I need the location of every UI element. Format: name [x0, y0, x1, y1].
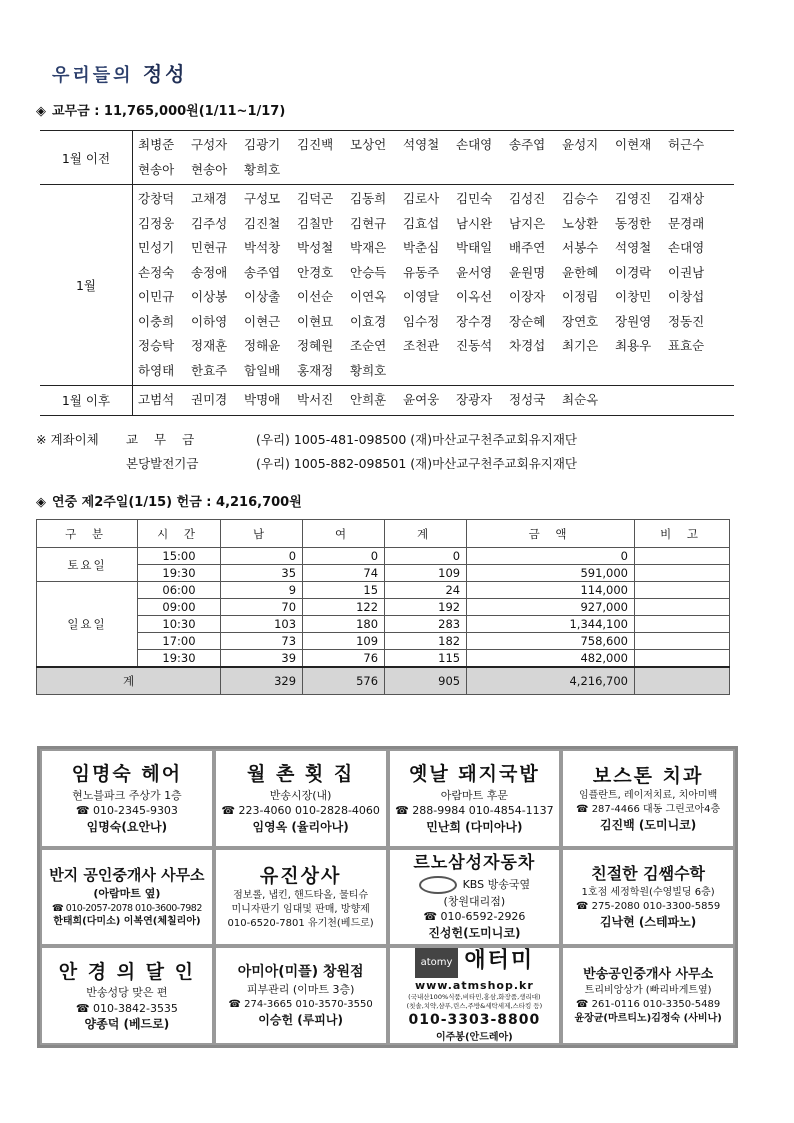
donor-name: 장연호	[562, 313, 599, 329]
cell-time: 09:00	[138, 599, 221, 616]
donor-name: 박태일	[456, 240, 493, 255]
donor-table	[40, 130, 734, 416]
donor-name: 정해윤	[244, 338, 281, 353]
cell-time: 06:00	[138, 582, 221, 599]
ad-address: 1호점 세정학원(수영빌딩 6층)	[581, 886, 715, 898]
ad-address: 현노블파크 주상가 1층	[72, 788, 182, 802]
ad-phone: ☎ 261-0116 010-3350-5489	[576, 998, 721, 1010]
ad-owner: 양종덕 (베드로)	[84, 1016, 170, 1031]
ad-gukbap	[388, 749, 562, 848]
ad-phone: ☎ 288-9984 010-4854-1137	[395, 804, 554, 818]
account-name: 본당발전기금	[126, 456, 199, 471]
ad-products: 점보롤, 냅킨, 핸드타올, 물티슈	[233, 890, 369, 902]
donor-name: 김현규	[350, 215, 387, 231]
donor-name: 박서진	[297, 392, 334, 407]
donor-name: 구성모	[244, 191, 281, 206]
donor-name: 김칠만	[297, 215, 334, 231]
donor-name: 정승탁	[138, 338, 175, 353]
ad-phone: ☎ 223-4060 010-2828-4060	[221, 804, 380, 818]
donor-name: 최순옥	[562, 392, 599, 407]
donor-name: 안희훈	[350, 392, 387, 407]
ad-address: KBS 방송국옆	[462, 878, 531, 892]
row-label: 1월	[40, 185, 133, 386]
donor-name: 윤성지	[562, 137, 599, 152]
ad-business-name: 유진상사	[259, 864, 342, 887]
collection-heading	[36, 491, 302, 510]
title-part-2: 정성	[142, 62, 188, 86]
ad-realty-bansong	[561, 946, 735, 1045]
cell-time: 19:30	[138, 650, 221, 668]
ad-owner: 임명숙(요안나)	[86, 819, 168, 834]
donor-name: 민성기	[138, 240, 175, 255]
cell-male: 70	[221, 599, 303, 616]
collection-row	[37, 633, 730, 650]
donor-name: 윤한혜	[562, 264, 599, 280]
donor-name: 정재훈	[191, 338, 228, 353]
cell-amount: 482,000	[467, 650, 635, 668]
cell-note	[635, 650, 730, 668]
ad-phone: ☎ 275-2080 010-3300-5859	[576, 900, 721, 912]
donor-name: 이창섭	[668, 289, 705, 304]
total-female: 576	[303, 667, 385, 695]
donor-row-after	[40, 386, 734, 416]
ad-business-name: 아미아(미플) 창원점	[237, 963, 364, 980]
ad-phone: ☎ 010-2057-2078 010-3600-7982	[51, 902, 202, 914]
total-label: 계	[37, 667, 221, 695]
donor-name: 임수정	[403, 313, 440, 329]
ad-business-name: 반지 공인중개사 사무소	[49, 866, 205, 885]
ad-address: 반송성당 맞은 편	[86, 986, 168, 1000]
donor-name: 이권남	[668, 264, 705, 280]
donor-name: 송주엽	[244, 264, 281, 280]
diamond-icon: ◈	[36, 104, 46, 119]
donor-name: 이창민	[615, 289, 652, 304]
cell-total: 115	[385, 650, 467, 668]
day-label: 토요일	[37, 548, 138, 582]
col-header: 계	[385, 520, 467, 548]
cell-male: 39	[221, 650, 303, 668]
ad-products: (칫솔,치약,샴푸,린스,주방&세탁세제,스타킹 등)	[406, 1002, 543, 1011]
donor-name: 정동진	[668, 313, 705, 329]
ad-branch: (창원대리점)	[443, 895, 506, 909]
col-header: 남	[221, 520, 303, 548]
donor-name: 최용우	[615, 338, 652, 353]
ad-business-name: 애터미	[464, 948, 535, 974]
cell-time: 19:30	[138, 565, 221, 582]
cell-female: 180	[303, 616, 385, 633]
donor-name: 이효경	[350, 313, 387, 329]
account-line-1	[36, 430, 577, 448]
cell-female: 0	[303, 548, 385, 565]
donor-name: 김진백	[297, 137, 334, 152]
donor-name: 강창덕	[138, 191, 175, 206]
donor-name: 장광자	[456, 392, 493, 407]
cell-female: 76	[303, 650, 385, 668]
donor-name: 서봉수	[562, 240, 599, 255]
donor-name: 권미경	[191, 392, 228, 407]
cell-male: 0	[221, 548, 303, 565]
total-male: 329	[221, 667, 303, 695]
donor-name: 이하영	[191, 313, 228, 329]
collection-row	[37, 599, 730, 616]
collection-table	[36, 519, 730, 695]
cell-note	[635, 565, 730, 582]
ad-owner: 민난희 (다미아나)	[426, 819, 523, 834]
donor-name: 이현근	[244, 313, 281, 329]
donor-name: 유동주	[403, 264, 440, 280]
donor-name: 배주연	[509, 240, 546, 255]
donor-name: 박성철	[297, 240, 334, 255]
diamond-icon: ◈	[36, 495, 46, 510]
ad-math	[561, 848, 735, 947]
donor-name: 송주엽	[509, 137, 546, 152]
ad-yujin	[214, 848, 388, 947]
donor-name: 고채경	[191, 191, 228, 206]
donor-name: 이경락	[615, 264, 652, 280]
cell-female: 74	[303, 565, 385, 582]
donor-name: 김정웅	[138, 215, 175, 231]
donor-name: 이현재	[615, 137, 652, 152]
collection-row	[37, 582, 730, 599]
donor-name: 이선순	[297, 289, 334, 304]
donor-names	[133, 185, 735, 386]
donor-name: 김영진	[615, 191, 652, 206]
ad-services: 미니자판기 임대및 판매, 방향제	[231, 904, 370, 916]
ad-realty-banji	[40, 848, 214, 947]
ad-phone: ☎ 010-6592-2926	[423, 910, 526, 924]
collection-row	[37, 616, 730, 633]
donor-name: 이상봉	[191, 289, 228, 304]
donor-name: 안승득	[350, 264, 387, 280]
donor-name: 이옥선	[456, 289, 493, 304]
cell-note	[635, 633, 730, 650]
cell-total: 182	[385, 633, 467, 650]
account-number: (우리) 1005-481-098500 (재)마산교구천주교회유지재단	[256, 432, 577, 447]
ad-glasses	[40, 946, 214, 1045]
donor-name: 김효섭	[403, 215, 440, 231]
donor-names	[133, 131, 735, 185]
cell-amount: 0	[467, 548, 635, 565]
ad-address: 반송시장(내)	[269, 788, 332, 802]
donor-name: 박춘심	[403, 240, 440, 255]
cell-time: 15:00	[138, 548, 221, 565]
ad-owner: 임영옥 (율리아나)	[252, 819, 349, 834]
donor-name: 윤원명	[509, 264, 546, 280]
cell-male: 35	[221, 565, 303, 582]
donor-name: 함일배	[244, 362, 281, 378]
cell-amount: 758,600	[467, 633, 635, 650]
cell-note	[635, 616, 730, 633]
cell-male: 9	[221, 582, 303, 599]
ad-phone: ☎ 274-3665 010-3570-3550	[228, 998, 373, 1010]
donor-name: 최병준	[138, 137, 175, 152]
ad-owner: 진성헌(도미니코)	[428, 925, 521, 940]
collection-heading-text: 연중 제2주일(1/15) 헌금 : 4,216,700원	[52, 495, 302, 510]
donor-name: 손대영	[456, 137, 493, 152]
donor-row-january	[40, 185, 734, 386]
ad-business-name: 옛날 돼지국밥	[409, 763, 540, 786]
donor-name: 조천관	[403, 338, 440, 353]
donor-name: 황희호	[244, 161, 281, 177]
donor-name: 구성자	[191, 137, 228, 152]
donor-name: 박석창	[244, 240, 281, 255]
col-header: 여	[303, 520, 385, 548]
ad-owner: 김진백 (도미니코)	[599, 818, 697, 833]
ad-sashimi	[214, 749, 388, 848]
donor-name: 안경호	[297, 264, 334, 280]
donor-name: 차경섭	[509, 338, 546, 353]
donor-name: 손정숙	[138, 264, 175, 280]
donor-name: 이현묘	[297, 313, 334, 329]
donor-name: 석영철	[615, 240, 652, 255]
donor-name: 이정림	[562, 289, 599, 304]
total-count: 905	[385, 667, 467, 695]
ad-business-name: 안 경 의 달 인	[58, 960, 195, 983]
cell-time: 17:00	[138, 633, 221, 650]
ad-renault	[388, 848, 562, 947]
account-number: (우리) 1005-882-098501 (재)마산교구천주교회유지재단	[256, 456, 577, 471]
account-name: 교 무 금	[126, 432, 201, 447]
cell-amount: 1,344,100	[467, 616, 635, 633]
col-header: 구 분	[37, 520, 138, 548]
donor-name: 이충희	[138, 313, 175, 329]
total-amount: 4,216,700	[467, 667, 635, 695]
donor-name: 박명애	[244, 392, 281, 407]
renault-logo-icon	[419, 876, 457, 894]
cell-total: 0	[385, 548, 467, 565]
total-row	[37, 667, 730, 695]
donor-name: 남시완	[456, 215, 493, 231]
donor-name: 윤여웅	[403, 392, 440, 407]
donor-name: 정혜원	[297, 338, 334, 353]
donor-name: 석영철	[403, 137, 440, 152]
donor-name: 동정한	[615, 215, 652, 231]
donor-name: 송정애	[191, 264, 228, 280]
ad-owner: 김낙현 (스테파노)	[599, 914, 697, 929]
col-header: 비 고	[635, 520, 730, 548]
donor-name: 김주성	[191, 215, 228, 231]
donor-name: 최기은	[562, 338, 599, 353]
donor-name: 황희호	[350, 362, 387, 378]
ad-url: www.atmshop.kr	[414, 978, 534, 992]
col-header: 시 간	[138, 520, 221, 548]
ad-services: 임플란트, 레이저치료, 치아미백	[578, 790, 718, 802]
cell-female: 15	[303, 582, 385, 599]
ad-phone: 010-3303-8800	[408, 1012, 541, 1029]
ad-business-name: 월 촌 횟 집	[246, 763, 355, 786]
donor-name: 장원영	[615, 313, 652, 329]
donor-name: 이영달	[403, 289, 440, 304]
donor-name: 이상출	[244, 289, 281, 304]
donor-name: 김동희	[350, 191, 387, 206]
donor-name: 김진철	[244, 215, 281, 231]
ad-products: (국내산100%식품,비타민,홍삼,화장품,생리대)	[408, 993, 541, 1002]
ad-hair	[40, 749, 214, 848]
donor-name: 남지은	[509, 215, 546, 231]
title-part-1: 우리들의	[52, 65, 143, 86]
collection-row	[37, 650, 730, 668]
donor-name: 현송아	[138, 161, 175, 177]
ad-address: 트리비앙상가 (빠리바게트옆)	[584, 984, 712, 996]
cell-female: 109	[303, 633, 385, 650]
donor-name: 진동석	[456, 338, 493, 353]
cell-amount: 114,000	[467, 582, 635, 599]
cell-male: 73	[221, 633, 303, 650]
donor-name: 표효순	[668, 338, 705, 353]
row-label: 1월 이후	[40, 386, 133, 416]
account-mark: ※ 계좌이체	[36, 432, 99, 447]
donor-name: 김광기	[244, 137, 281, 152]
donor-name: 한효주	[191, 362, 228, 378]
ad-phone: ☎ 287-4466 대동 그린코아4층	[576, 804, 721, 816]
donor-name: 김승수	[562, 191, 599, 206]
donor-name: 이장자	[509, 289, 546, 304]
ad-business-name: 르노삼성자동차	[413, 853, 536, 874]
account-line-2	[36, 454, 577, 472]
ads-grid	[37, 746, 738, 1048]
cell-total: 283	[385, 616, 467, 633]
ad-address: 아람마트 후문	[440, 788, 508, 802]
ad-dental	[561, 749, 735, 848]
donor-name: 박재은	[350, 240, 387, 255]
cell-total: 109	[385, 565, 467, 582]
ad-phone: 010-6520-7801 유기천(베드로)	[227, 918, 374, 930]
tuition-heading	[36, 100, 285, 119]
header-row	[37, 520, 730, 548]
donor-name: 조순연	[350, 338, 387, 353]
page-title	[52, 58, 187, 87]
ad-owner: 한태희(다미소) 이복연(체칠리아)	[53, 915, 201, 927]
cell-time: 10:30	[138, 616, 221, 633]
ad-phone: ☎ 010-3842-3535	[75, 1001, 178, 1015]
donor-name: 장순혜	[509, 313, 546, 329]
donor-name: 윤서영	[456, 264, 493, 280]
ad-owner: 윤장균(마르티노)김정숙 (사비나)	[574, 1012, 722, 1024]
donor-name: 고범석	[138, 392, 175, 407]
donor-name: 노상환	[562, 215, 599, 231]
ad-owner: 이주봉(안드레아)	[435, 1032, 513, 1043]
ad-address: (아람마트 옆)	[93, 887, 161, 901]
col-header: 금 액	[467, 520, 635, 548]
cell-note	[635, 582, 730, 599]
donor-name: 민현규	[191, 240, 228, 255]
row-label: 1월 이전	[40, 131, 133, 185]
donor-name: 김성진	[509, 191, 546, 206]
atomy-logo-icon: atomy	[415, 948, 459, 978]
tuition-heading-text: 교무금 : 11,765,000원(1/11~1/17)	[52, 104, 286, 119]
donor-name: 홍재정	[297, 362, 334, 378]
cell-total: 192	[385, 599, 467, 616]
ad-owner: 이승헌 (루피나)	[258, 1012, 343, 1027]
donor-name: 김민숙	[456, 191, 493, 206]
donor-name: 김덕곤	[297, 191, 334, 206]
ad-phone: ☎ 010-2345-9303	[75, 804, 178, 818]
donor-row-before	[40, 131, 734, 185]
donor-name: 김로사	[403, 191, 440, 206]
donor-name: 이민규	[138, 289, 175, 304]
ad-atomy	[388, 946, 562, 1045]
cell-note	[635, 548, 730, 565]
ad-business-name: 반송공인중개사 사무소	[583, 966, 714, 982]
donor-name: 손대영	[668, 240, 705, 255]
cell-female: 122	[303, 599, 385, 616]
total-note	[635, 667, 730, 695]
donor-name: 하영태	[138, 362, 175, 378]
donor-name: 정성국	[509, 392, 546, 407]
donor-name: 이연옥	[350, 289, 387, 304]
cell-note	[635, 599, 730, 616]
cell-male: 103	[221, 616, 303, 633]
cell-total: 24	[385, 582, 467, 599]
ad-business-name: 보스톤 치과	[592, 764, 704, 787]
donor-name: 현송아	[191, 161, 228, 177]
collection-row	[37, 548, 730, 565]
donor-name: 장수경	[456, 313, 493, 329]
ad-business-name: 친절한 김쌤수학	[591, 864, 705, 884]
donor-name: 허근수	[668, 137, 705, 152]
day-label: 일요일	[37, 582, 138, 668]
donor-name: 김재상	[668, 191, 705, 206]
cell-amount: 591,000	[467, 565, 635, 582]
collection-row	[37, 565, 730, 582]
ad-address: 피부관리 (이마트 3층)	[246, 983, 355, 997]
donor-name: 문경래	[668, 215, 705, 231]
cell-amount: 927,000	[467, 599, 635, 616]
ad-business-name: 임명숙 헤어	[71, 763, 183, 786]
donor-names	[133, 386, 735, 416]
ad-skincare	[214, 946, 388, 1045]
donor-name: 모상언	[350, 137, 387, 152]
